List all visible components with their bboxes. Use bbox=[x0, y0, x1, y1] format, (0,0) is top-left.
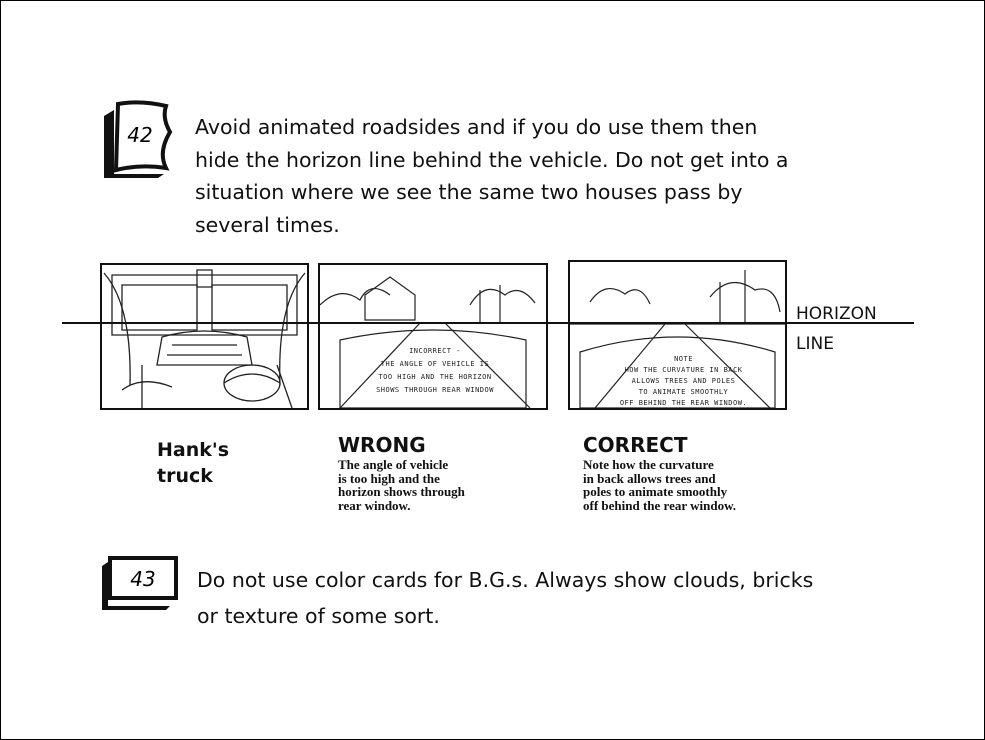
caption-line: rear window. bbox=[338, 497, 411, 513]
correct-sketch-note bbox=[596, 354, 771, 409]
tip-43-number: 43 bbox=[130, 567, 156, 591]
sketch-note-line: ALLOWS TREES AND POLES bbox=[631, 377, 736, 385]
tip-43-line: Do not use color cards for B.G.s. Always show clouds, bricks bbox=[197, 568, 814, 592]
sketch-note-line: OFF BEHIND THE REAR WINDOW. bbox=[619, 399, 748, 407]
scroll-badge-icon bbox=[100, 98, 182, 178]
sketch-note-line: THE ANGLE OF VEHICLE IS bbox=[380, 360, 490, 368]
caption-line: poles to animate smoothly bbox=[583, 484, 728, 499]
sketch-note-line: NOTE bbox=[674, 355, 693, 363]
tip-42-line: situation where we see the same two houses pass by bbox=[195, 180, 743, 204]
horizon-line bbox=[62, 322, 914, 324]
scroll-badge-icon bbox=[100, 554, 180, 610]
tip-42-line: hide the horizon line behind the vehicle. Do not get into a bbox=[195, 147, 789, 172]
tip-43-line: or texture of some sort. bbox=[197, 604, 440, 628]
caption-line: in back allows trees and bbox=[583, 470, 716, 486]
tip-42-badge bbox=[100, 98, 182, 178]
hanks-truck-panel bbox=[100, 263, 309, 410]
sketch-note-line: HOW THE CURVATURE IN BACK bbox=[624, 366, 743, 374]
horizon-label-line: LINE bbox=[796, 334, 834, 354]
tip-42-text bbox=[195, 111, 788, 241]
tip-42-line: several times. bbox=[195, 212, 340, 237]
sketch-note-line: SHOWS THROUGH REAR WINDOW bbox=[376, 386, 494, 394]
tip-42-line: Avoid animated roadsides and if you do use them then bbox=[195, 115, 758, 139]
wrong-caption bbox=[338, 458, 465, 512]
sketch-note-line: TOO HIGH AND THE HORIZON bbox=[378, 373, 492, 381]
hanks-truck-caption bbox=[157, 437, 229, 489]
caption-line: The angle of vehicle bbox=[338, 457, 449, 472]
caption-line: off behind the rear window. bbox=[583, 497, 737, 513]
tip-43-text bbox=[197, 562, 813, 634]
tip-43-badge bbox=[100, 554, 180, 610]
truck-interior-sketch bbox=[102, 265, 307, 408]
caption-line: horizon shows through bbox=[338, 484, 465, 499]
caption-line: is too high and the bbox=[338, 470, 440, 486]
horizon-label bbox=[796, 299, 877, 359]
correct-heading: CORRECT bbox=[583, 433, 688, 457]
horizon-label-line: HORIZON bbox=[796, 304, 877, 324]
wrong-heading: WRONG bbox=[338, 433, 426, 457]
wrong-sketch-note bbox=[350, 345, 520, 397]
caption-line: Hank's bbox=[157, 439, 230, 461]
tip-42-number: 42 bbox=[127, 123, 153, 147]
caption-line: truck bbox=[157, 465, 213, 487]
sketch-note-line: TO ANIMATE SMOOTHLY bbox=[638, 388, 729, 396]
sketch-note-line: INCORRECT - bbox=[409, 347, 461, 355]
caption-line: Note how the curvature bbox=[583, 457, 714, 472]
correct-caption bbox=[583, 458, 736, 512]
